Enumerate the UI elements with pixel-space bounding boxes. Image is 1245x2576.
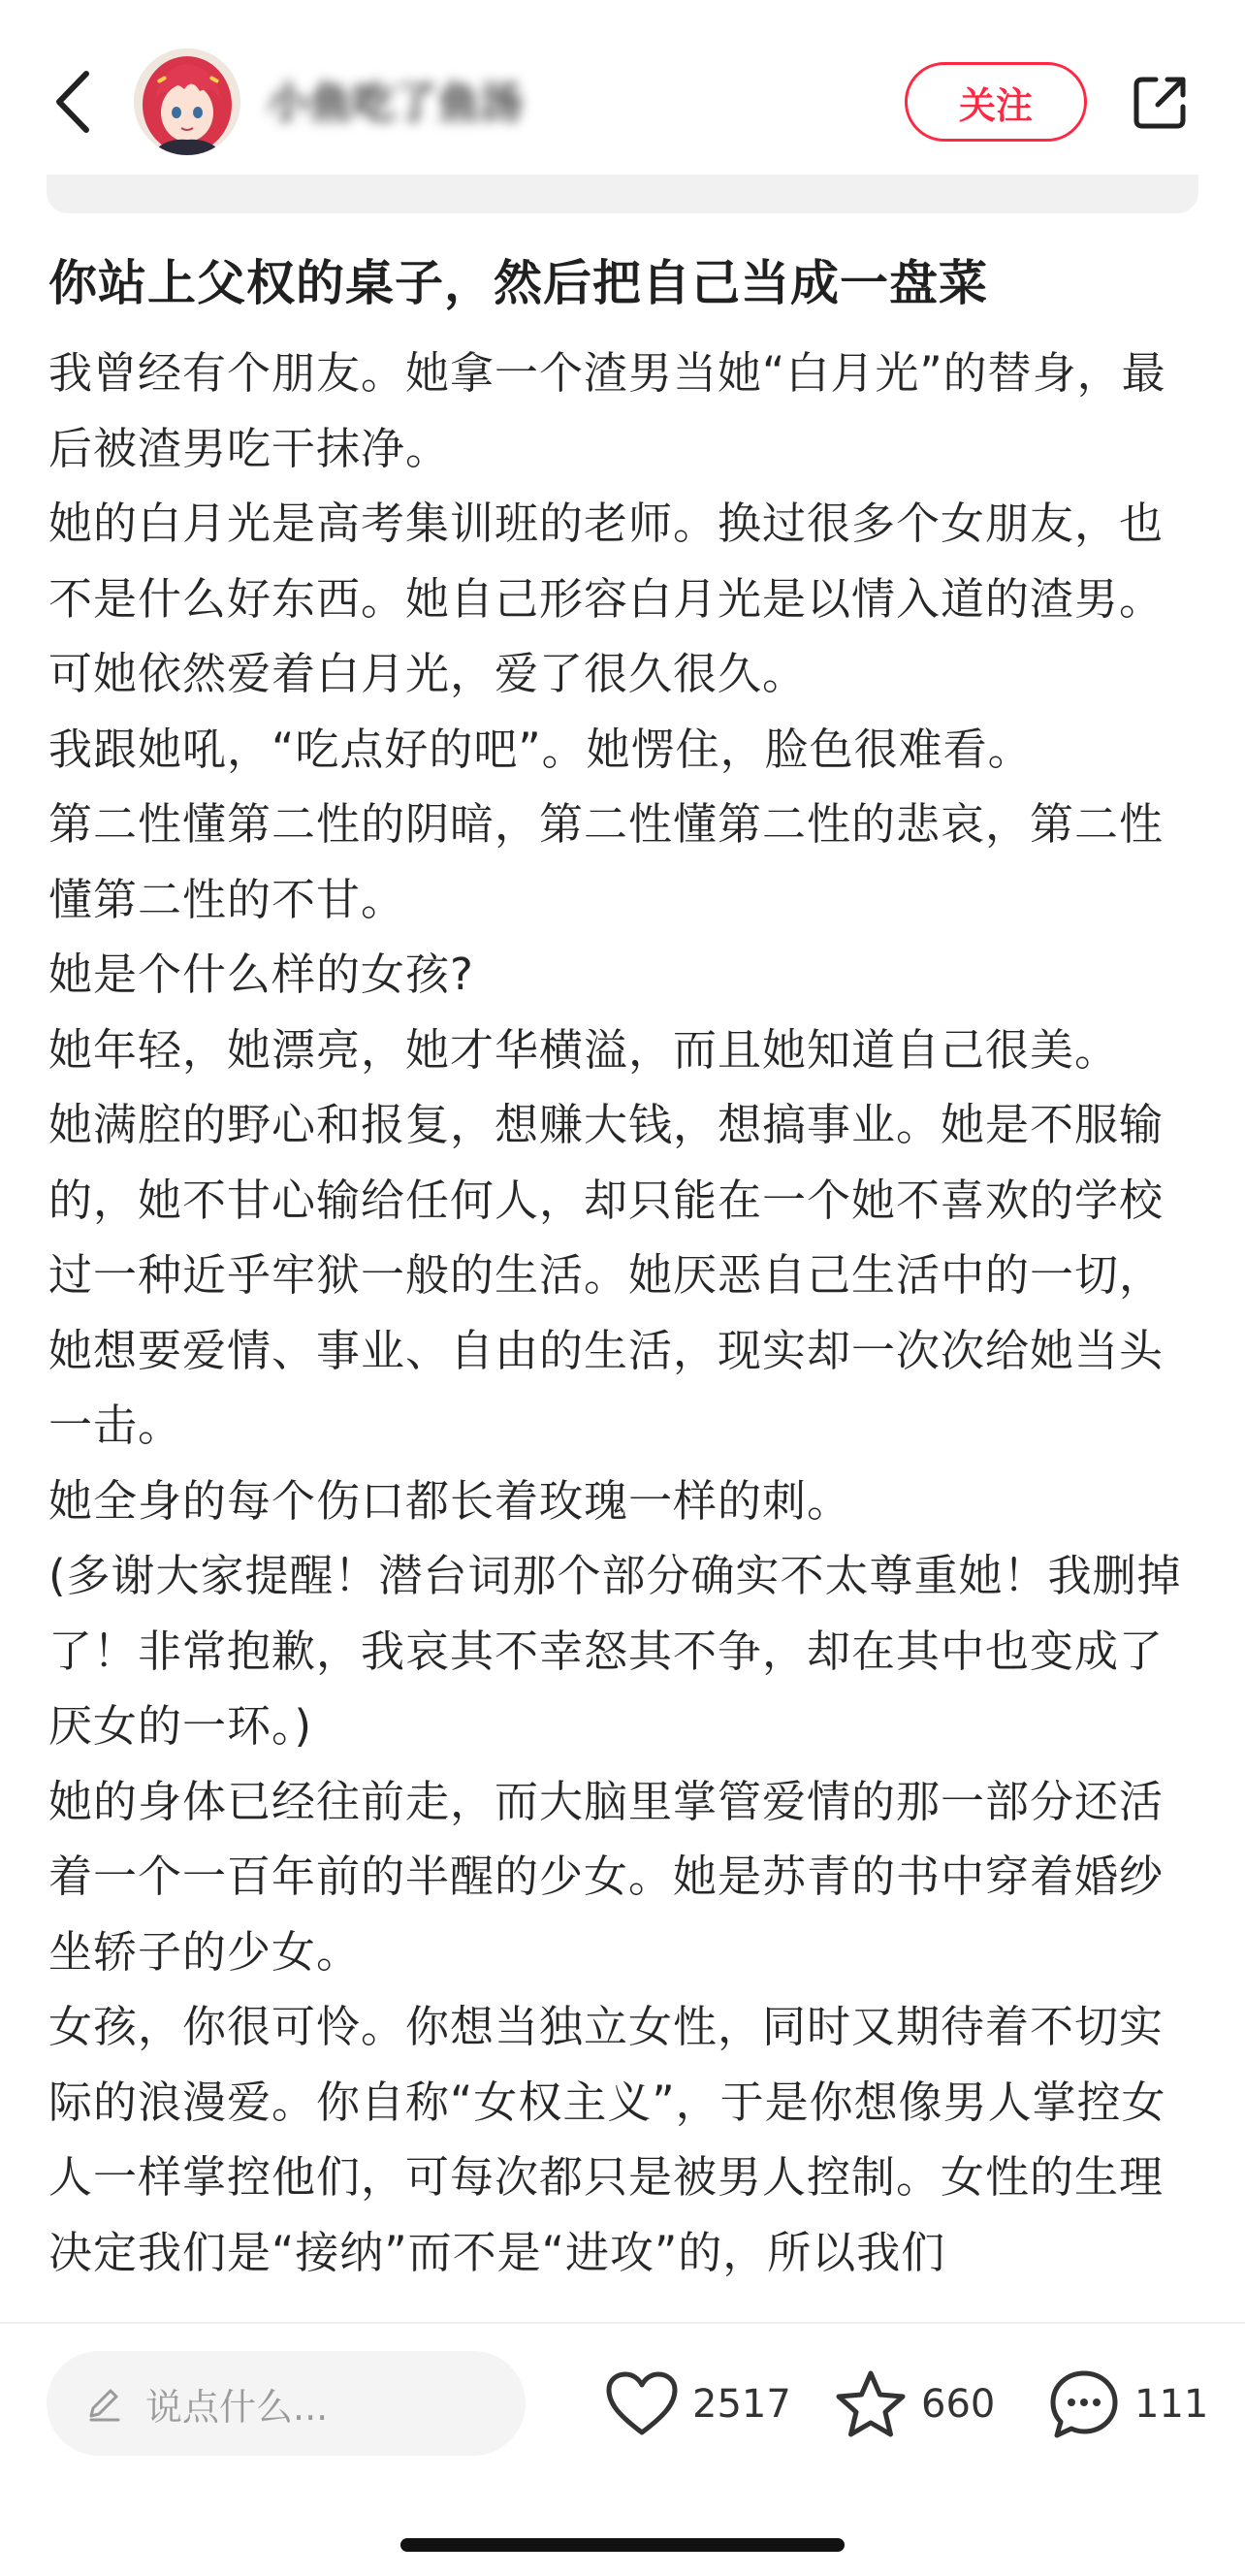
paragraph: 我跟她吼，“吃点好的吧”。她愣住，脸色很难看。 [48, 723, 1033, 775]
pen-icon [81, 2381, 126, 2426]
author-name[interactable]: 小鱼吃了鱼汤 [267, 79, 523, 128]
share-button[interactable] [1125, 68, 1195, 138]
heart-icon [605, 2370, 679, 2438]
comment-input[interactable] [47, 2351, 526, 2456]
back-button[interactable] [39, 58, 107, 145]
share-icon [1129, 72, 1191, 134]
paragraph: (多谢大家提醒！潜台词那个部分确实不太尊重她！我删掉了！非常抱歉，我哀其不幸怒其不争，却在其中也变成了厌女的一环。) [48, 1550, 1182, 1752]
note-article [48, 244, 1202, 2278]
like-button[interactable] [605, 2363, 791, 2446]
chevron-left-icon [53, 70, 92, 134]
paragraph: 她的白月光是高考集训班的老师。换过很多个女朋友，也不是什么好东西。她自己形容白月光是以情入道的渣男。可她依然爱着白月光，爱了很久很久。 [48, 498, 1165, 699]
comment-count: 111 [1134, 2382, 1209, 2427]
image-carousel-edge [47, 175, 1198, 213]
paragraph: 她年轻，她漂亮，她才华横溢，而且她知道自己很美。 [48, 1023, 1120, 1076]
paragraph: 我曾经有个朋友。她拿一个渣男当她“白月光”的替身，最后被渣男吃干抹净。 [48, 347, 1166, 474]
paragraph: 她的身体已经往前走，而大脑里掌管爱情的那一部分还活着一个一百年前的半醒的少女。她是苏青的书中穿着婚纱坐轿子的少女。 [48, 1775, 1165, 1978]
comment-bubble-icon [1047, 2367, 1121, 2441]
article-title: 你站上父权的桌子，然后把自己当成一盘菜 [48, 255, 988, 311]
star-icon [834, 2368, 908, 2440]
like-count: 2517 [692, 2382, 791, 2427]
paragraph: 她全身的每个伤口都长着玫瑰一样的刺。 [48, 1474, 852, 1527]
comment-button[interactable] [1047, 2363, 1208, 2446]
comment-placeholder: 说点什么... [145, 2385, 329, 2429]
paragraph: 女孩，你很可怜。你想当独立女性，同时又期待着不切实际的浪漫爱。你自称“女权主义”，于是你想像男人掌控女人一样掌控他们，可每次都只是被男人控制。女性的生理决定我们是“接纳”而不是“进攻”的，所以我们 [48, 2001, 1166, 2278]
follow-button[interactable]: 关注 [905, 62, 1087, 142]
collect-count: 660 [921, 2382, 996, 2427]
article-body [48, 336, 1202, 2314]
collect-button[interactable] [834, 2363, 995, 2446]
paragraph: 她满腔的野心和报复，想赚大钱，想搞事业。她是不服输的，她不甘心输给任何人，却只能在一个她不喜欢的学校过一种近乎牢狱一般的生活。她厌恶自己生活中的一切，她想要爱情、事业、自由的生活，现实却一次次给她当头一击。 [48, 1099, 1165, 1451]
paragraph: 第二性懂第二性的阴暗，第二性懂第二性的悲哀，第二性懂第二性的不甘。 [48, 798, 1165, 925]
home-indicator[interactable] [400, 2538, 845, 2552]
author-avatar-illustration [134, 48, 240, 155]
avatar[interactable] [134, 48, 240, 155]
paragraph: 她是个什么样的女孩? [48, 949, 474, 1000]
top-navigation-bar [0, 0, 1245, 184]
